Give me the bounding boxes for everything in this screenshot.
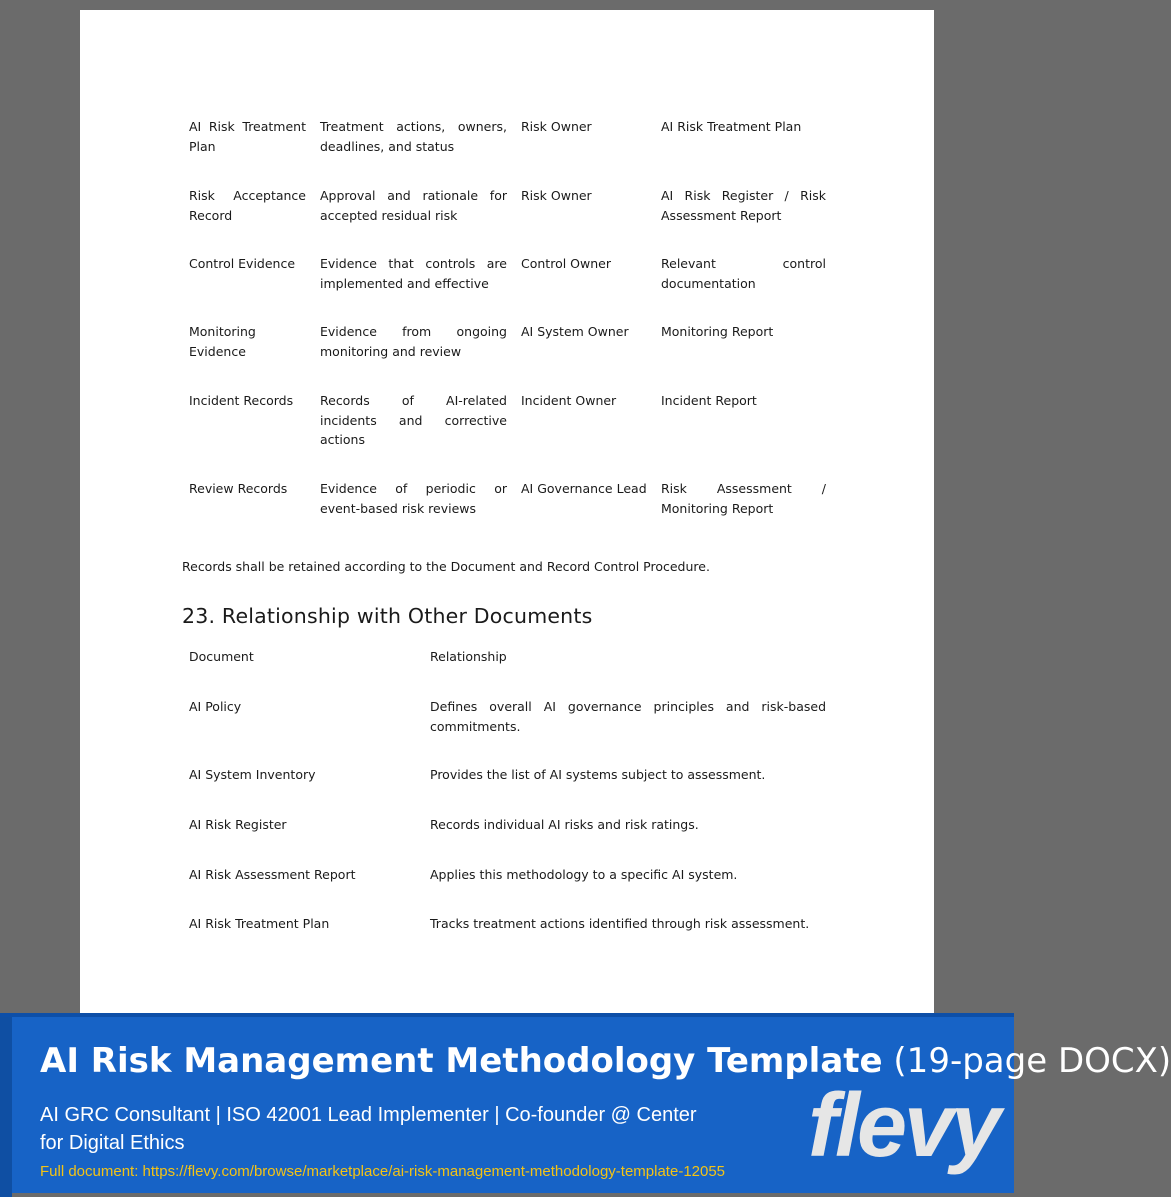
document-relationship: Applies this methodology to a specific AI system. (430, 867, 738, 882)
section-heading: 23. Relationship with Other Documents (182, 604, 593, 628)
record-name: Review Records (189, 481, 288, 496)
record-description: Approval and rationale for accepted residual risk (320, 188, 507, 223)
document-relationship: Defines overall AI governance principles and risk-based commitments. (430, 699, 826, 734)
full-document-link[interactable]: Full document: https://flevy.com/browse/marketplace/ai-risk-management-methodology-template-12055 (40, 1163, 726, 1180)
banner-title-main: AI Risk Management Methodology Template (40, 1041, 883, 1081)
record-location: AI Risk Treatment Plan (661, 119, 802, 134)
document-name: AI Risk Register (189, 817, 287, 832)
record-location: Incident Report (661, 393, 757, 408)
record-name: Control Evidence (189, 256, 296, 271)
record-name: Monitoring Evidence (189, 324, 256, 359)
record-description: Evidence from ongoing monitoring and review (320, 324, 507, 359)
banner-title (40, 1041, 1171, 1081)
flevy-logo: flevy (808, 1076, 999, 1176)
document-name: AI Risk Assessment Report (189, 867, 356, 882)
record-owner: Risk Owner (521, 119, 592, 134)
banner-edge (0, 1017, 12, 1197)
banner-title-suffix: (19-page DOCX) (882, 1041, 1171, 1081)
record-owner: AI Governance Lead (521, 481, 647, 496)
document-relationship: Records individual AI risks and risk ratings. (430, 817, 699, 832)
record-description: Evidence that controls are implemented and effective (320, 256, 507, 291)
document-name: AI Risk Treatment Plan (189, 916, 330, 931)
record-owner: Risk Owner (521, 188, 592, 203)
record-location: Risk Assessment / Monitoring Report (661, 481, 826, 516)
column-header-document: Document (189, 649, 254, 664)
record-description: Records of AI-related incidents and corrective actions (320, 393, 507, 447)
retention-note: Records shall be retained according to the Document and Record Control Procedure. (182, 559, 710, 574)
promo-banner (0, 1013, 1171, 1193)
record-owner: AI System Owner (521, 324, 629, 339)
document-name: AI System Inventory (189, 767, 316, 782)
record-owner: Control Owner (521, 256, 611, 271)
record-location: Monitoring Report (661, 324, 774, 339)
document-relationship: Tracks treatment actions identified through risk assessment. (430, 916, 810, 931)
record-owner: Incident Owner (521, 393, 617, 408)
document-relationship: Provides the list of AI systems subject to assessment. (430, 767, 766, 782)
banner-subtitle: AI GRC Consultant | ISO 42001 Lead Implementer | Co-founder @ Center for Digital Ethics (40, 1104, 697, 1154)
record-location: Relevant control documentation (661, 256, 826, 291)
record-location: AI Risk Register / Risk Assessment Report (661, 188, 826, 223)
document-page (80, 10, 934, 1013)
column-header-relationship: Relationship (430, 649, 507, 664)
document-name: AI Policy (189, 699, 242, 714)
record-name: Incident Records (189, 393, 294, 408)
record-name: AI Risk Treatment Plan (189, 119, 306, 154)
record-name: Risk Acceptance Record (189, 188, 306, 223)
record-description: Treatment actions, owners, deadlines, and status (320, 119, 507, 154)
record-description: Evidence of periodic or event-based risk reviews (320, 481, 507, 516)
